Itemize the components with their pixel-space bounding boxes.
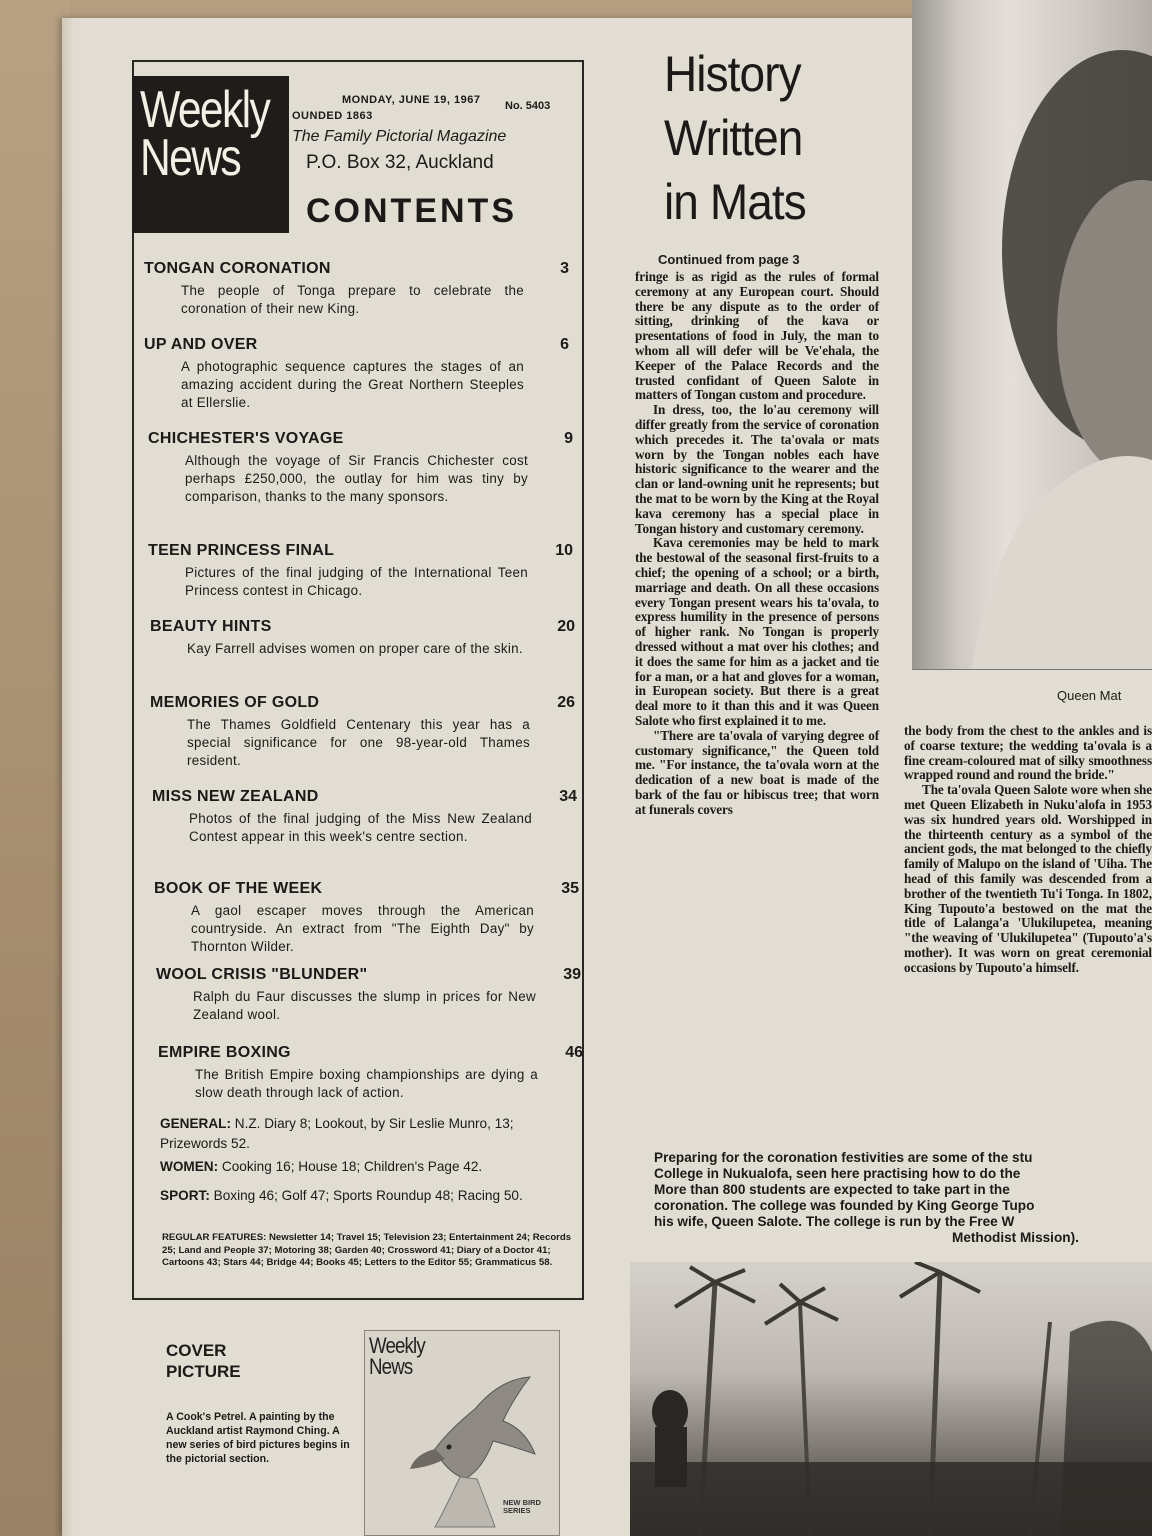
headline-line: History — [664, 46, 801, 102]
founded-year: OUNDED 1863 — [292, 110, 373, 122]
paragraph: the body from the chest to the ankles and is of coarse texture; the wedding ta'ovala is a fine cream-coloured mat of silky smoothness wrapped round and round the bride." — [904, 724, 1152, 783]
cover-thumbnail — [364, 1330, 560, 1536]
continued-note: Continued from page 3 — [658, 252, 800, 267]
women-label: WOMEN: — [160, 1159, 219, 1174]
caption-line: Methodist Mission). — [952, 1230, 1079, 1245]
regular-features — [162, 1232, 572, 1270]
entry-page: 39 — [563, 966, 581, 983]
entry-desc: Photos of the final judging of the Miss New Zealand Contest appear in this week's centre section. — [189, 811, 532, 844]
paragraph: fringe is as rigid as the rules of formal ceremony at any European court. Should there be any dispute as to the order of sitting, drinking of the kava or presentations of food in July, the man to whom all will defer will be Ve'ehala, the Keeper of the Palace Records and the trusted confidant of Queen Salote in matters of Tongan custom and procedure. — [635, 269, 879, 403]
entry-title: BEAUTY HINTS — [150, 618, 272, 635]
masthead-logo — [132, 76, 289, 233]
contents-entry[interactable] — [158, 1044, 583, 1102]
contents-entry[interactable] — [150, 618, 575, 658]
background-table — [0, 0, 70, 1536]
entry-title: MISS NEW ZEALAND — [152, 788, 319, 805]
palm-crowd-scene — [630, 1262, 1152, 1536]
entry-page: 9 — [564, 430, 573, 447]
headline-line: Written — [664, 110, 803, 166]
contents-entry[interactable] — [150, 694, 575, 770]
paragraph: The ta'ovala Queen Salote wore when she met Queen Elizabeth in Nuku'alofa in 1953 was six hundred years old. Worshipped in the thirteenth century as a symbol of the ancient gods, the mat belonged to the chiefly family of Malupo on the island of 'Uiha. The head of this family was descended from a brother of the twentieth Tu'i Tonga. In 1802, King Tupouto'a bestowed on the mat the title of Lalanga'a 'Ulukilupetea, meaning "the weaving of 'Ulukilupetea" (Tupouto'a's mother). It was worn on great ceremonial occasions by Tupouto'a himself. — [904, 782, 1152, 975]
portrait-silhouette — [912, 0, 1152, 670]
photo-caption-students — [654, 1150, 1152, 1246]
entry-page: 10 — [555, 542, 573, 559]
portrait-caption: Queen Mat — [1057, 688, 1122, 703]
logo-word-news: News — [140, 129, 241, 187]
contents-entry[interactable] — [154, 880, 579, 956]
issue-date: MONDAY, JUNE 19, 1967 — [342, 94, 481, 106]
cover-heading — [166, 1340, 241, 1382]
cover-heading-line: COVER — [166, 1341, 227, 1360]
entry-title: UP AND OVER — [144, 336, 258, 353]
entry-title: TEEN PRINCESS FINAL — [148, 542, 335, 559]
contents-entry[interactable] — [144, 260, 569, 318]
page-edge — [62, 18, 74, 1536]
entry-desc: A photographic sequence captures the stages of an amazing accident during the Great Northern Steeples at Ellerslie. — [181, 359, 524, 410]
article-column-2 — [904, 724, 1152, 976]
entry-desc: Ralph du Faur discusses the slump in prices for New Zealand wool. — [193, 989, 536, 1022]
paragraph: In dress, too, the lo'au ceremony will differ greatly from the service of coronation which precedes it. The ta'ovala or mats worn by the Tongan nobles each have historic significance to the wearer and the clan or land-owning unit he represents; but the mat to be worn by the King at the Royal kava ceremony has a special place in Tongan history and customary ceremony. — [635, 402, 879, 536]
students-photo — [630, 1262, 1152, 1536]
contents-entry[interactable] — [152, 788, 577, 846]
queen-portrait-photo — [912, 0, 1152, 670]
contents-heading: CONTENTS — [306, 192, 517, 230]
regular-label: REGULAR FEATURES: — [162, 1232, 267, 1243]
address: P.O. Box 32, Auckland — [306, 152, 494, 173]
paragraph: "There are ta'ovala of varying degree of customary significance," the Queen told me. "For instance, the ta'ovala worn at the dedication of a new boat is made of the bark of the fau or hibiscus tree; that worn at funerals covers — [635, 727, 879, 817]
article-column-1 — [635, 270, 879, 817]
logo-word-weekly: Weekly — [140, 81, 270, 139]
contents-entry[interactable] — [148, 542, 573, 600]
issue-number: No. 5403 — [505, 100, 551, 112]
cover-description: A Cook's Petrel. A painting by the Auckland artist Raymond Ching. A new series of bird pictures begins in the pictorial section. — [166, 1411, 350, 1465]
entry-desc: Although the voyage of Sir Francis Chichester cost perhaps £250,000, the outlay for him was tiny by comparison, thanks to the many sponsors. — [185, 453, 528, 504]
sport-list — [160, 1186, 570, 1206]
entry-desc: The people of Tonga prepare to celebrate the coronation of their new King. — [181, 283, 524, 316]
general-label: GENERAL: — [160, 1116, 231, 1131]
caption-line: More than 800 students are expected to take part in the — [654, 1182, 1010, 1197]
entry-page: 20 — [557, 618, 575, 635]
contents-entry[interactable] — [144, 336, 569, 412]
entry-page: 6 — [560, 336, 569, 353]
sport-label: SPORT: — [160, 1188, 210, 1203]
entry-desc: Kay Farrell advises women on proper care of the skin. — [187, 641, 523, 656]
entry-page: 46 — [565, 1044, 583, 1061]
entry-title: CHICHESTER'S VOYAGE — [148, 430, 344, 447]
entry-title: TONGAN CORONATION — [144, 260, 331, 277]
entry-title: BOOK OF THE WEEK — [154, 880, 323, 897]
entry-title: MEMORIES OF GOLD — [150, 694, 320, 711]
entry-title: EMPIRE BOXING — [158, 1044, 291, 1061]
general-text: N.Z. Diary 8; Lookout, by Sir Leslie Munro, 13; Prizewords 52. — [160, 1116, 514, 1151]
paragraph: Kava ceremonies may be held to mark the bestowal of the seasonal first-fruits to a chief; the opening of a school; or a birth, marriage and death. On all these occasions every Tongan present wears his ta'ovala, to express humility in the presence of persons of higher rank. No Tongan is properly dressed without a mat over his clothes; and it does the same for him as a jacket and tie for a man, or a hat and gloves for a woman, in European society. But there is a great deal more to it than this and it was Queen Salote who first explained it to me. — [635, 535, 879, 728]
entry-page: 35 — [561, 880, 579, 897]
entry-desc: A gaol escaper moves through the American countryside. An extract from "The Eighth Day" by Thornton Wilder. — [191, 903, 534, 954]
entry-desc: The Thames Goldfield Centenary this year has a special significance for one 98-year-old Thames resident. — [187, 717, 530, 768]
tagline: The Family Pictorial Magazine — [292, 128, 507, 145]
entry-page: 34 — [559, 788, 577, 805]
cover-heading-line: PICTURE — [166, 1362, 241, 1381]
headline-line: in Mats — [664, 174, 806, 230]
article-headline — [664, 42, 806, 234]
entry-page: 3 — [560, 260, 569, 277]
caption-line: coronation. The college was founded by King George Tupo — [654, 1198, 1035, 1213]
women-list — [160, 1157, 570, 1177]
entry-page: 26 — [557, 694, 575, 711]
regular-text: Newsletter 14; Travel 15; Television 23; Entertainment 24; Records 25; Land and People 37; Motoring 38; Garden 40; Crossword 41; Diary of a Doctor 41; Cartoons 43; Stars 44; Bridge 44; Books 45; Letters to the Editor 55; Grammaticus 58. — [162, 1232, 572, 1268]
entry-desc: Pictures of the final judging of the International Teen Princess contest in Chicago. — [185, 565, 528, 598]
caption-line: Preparing for the coronation festivities are some of the stu — [654, 1150, 1033, 1165]
sport-text: Boxing 46; Golf 47; Sports Roundup 48; Racing 50. — [213, 1188, 523, 1203]
caption-line: College in Nukualofa, seen here practising how to do the — [654, 1166, 1021, 1181]
contents-entry[interactable] — [148, 430, 573, 506]
entry-desc: The British Empire boxing championships are dying a slow death through lack of action. — [195, 1067, 538, 1100]
women-text: Cooking 16; House 18; Children's Page 42. — [221, 1159, 483, 1174]
entry-title: WOOL CRISIS "BLUNDER" — [156, 966, 368, 983]
thumb-logo-line: Weekly — [369, 1333, 425, 1358]
caption-line: his wife, Queen Salote. The college is run by the Free W — [654, 1214, 1015, 1229]
general-list — [160, 1114, 570, 1154]
thumb-series-label: NEW BIRD SERIES — [503, 1498, 541, 1515]
thumb-logo-line: News — [369, 1354, 413, 1379]
contents-entry[interactable] — [156, 966, 581, 1024]
